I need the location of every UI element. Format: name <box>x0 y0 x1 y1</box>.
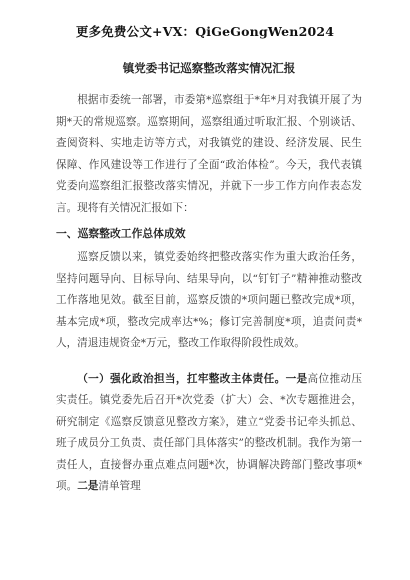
section1-paragraph: 巡察反馈以来，镇党委始终把整改落实作为重大政治任务，坚持问题导向、目标导向、结果导向，以“钉钉子”精神推动整改工作落地见效。截至目前，巡察反馈的*项问题已整改完成*项，基本完成*项，整改完成率达*%；修订完善制度*项，追责问责*人，清退违规资金*万元，整改工作取得阶段性成效。 <box>56 251 362 349</box>
promo-banner: 更多免费公文+VX：QiGeGongWen2024 <box>75 24 335 39</box>
item1-body-b: 清单管理 <box>98 480 141 492</box>
item1-first-marker: 一是 <box>285 372 308 385</box>
item1-lead: （一）强化政治担当，扛牢整改主体责任。 <box>77 372 286 385</box>
item1-body-a: 高位推动压实责任。镇党委先后召开*次党委（扩大）会、*次专题推进会，研究制定《巡察反馈意见整改方案》，建立“党委书记牵头抓总、班子成员分工负责、责任部门具体落实”的整改机制。我作为第一责任人，直接督办重点难点问题*次，协调解决跨部门整改事项*项。 <box>56 372 362 492</box>
intro-paragraph: 根据市委统一部署，市委第*巡察组于*年*月对我镇开展了为期*天的常规巡察。巡察期间，巡察组通过听取汇报、个别谈话、查阅资料、实地走访等方式，对我镇党的建设、经济发展、民生保障、作风建设等工作进行了全面“政治体检”。今天，我代表镇党委向巡察组汇报整改落实情况，并就下一步工作方向作表态发言。现将有关情况汇报如下： <box>56 94 362 214</box>
document-title: 镇党委书记巡察整改落实情况汇报 <box>122 61 296 75</box>
section-heading-1: 一、巡察整改工作总体成效 <box>56 227 186 240</box>
item1-second-marker: 二是 <box>77 480 99 492</box>
item1-paragraph <box>56 369 362 498</box>
